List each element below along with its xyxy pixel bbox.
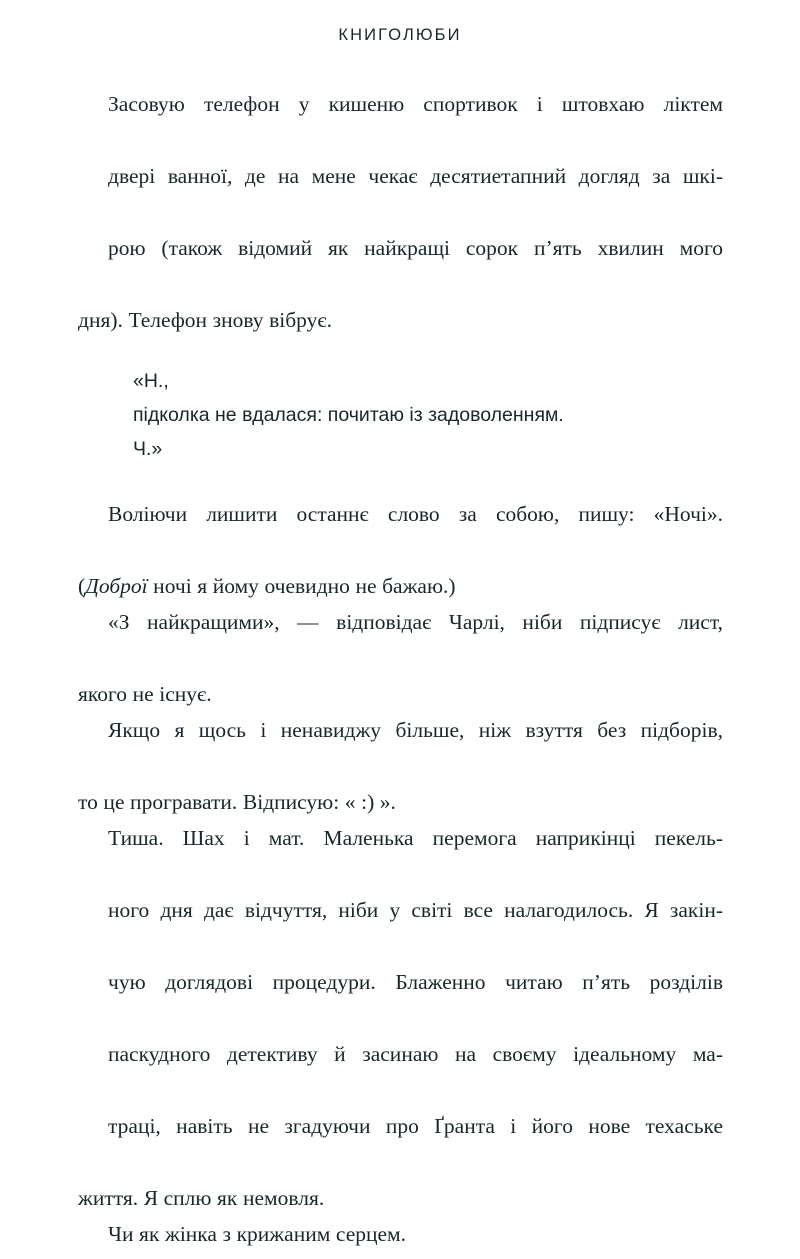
paragraph-2-line-2-rest: ночі я йому очевидно не бажаю.) bbox=[147, 574, 456, 598]
paren-open: ( bbox=[78, 574, 86, 598]
paragraph-5-line-1: Тиша. Шах і мат. Маленька перемога наприкінці пекель- bbox=[108, 826, 723, 850]
paragraph-1-line-4: дня). Телефон знову вібрує. bbox=[78, 308, 332, 332]
paragraph-3-line-2: якого не існує. bbox=[78, 682, 212, 706]
paragraph-2-line-1: Воліючи лишити останнє слово за собою, пишу: «Ночі». bbox=[108, 502, 723, 526]
paragraph-2-line-2 bbox=[78, 574, 456, 598]
paragraph-4-line-1: Якщо я щось і ненавиджу більше, ніж взуття без підборів, bbox=[108, 718, 723, 742]
paragraph-5-line-2: ного дня дає відчуття, ніби у світі все налагодилось. Я закін- bbox=[108, 898, 723, 922]
sms-line-2: підколка не вдалася: почитаю із задоволенням. bbox=[133, 404, 564, 426]
paragraph-6 bbox=[78, 1216, 723, 1252]
paragraph-1 bbox=[78, 86, 723, 338]
paragraph-1-line-2: двері ванної, де на мене чекає десятиетапний догляд за шкі- bbox=[108, 164, 723, 188]
paragraph-5-line-5: траці, навіть не згадуючи про Ґранта і його нове техаське bbox=[108, 1114, 723, 1138]
paragraph-4-line-2: то це програвати. Відписую: « :) ». bbox=[78, 790, 396, 814]
paragraph-3-line-1: «З найкращими», — відповідає Чарлі, ніби підписує лист, bbox=[108, 610, 723, 634]
spacer-after-sms bbox=[78, 466, 723, 496]
paragraph-5-line-6: життя. Я сплю як немовля. bbox=[78, 1186, 325, 1210]
spacer-before-sms bbox=[78, 338, 723, 364]
paragraph-1-line-1: Засовую телефон у кишеню спортивок і штовхаю ліктем bbox=[108, 92, 723, 116]
paragraph-2 bbox=[78, 496, 723, 604]
paragraph-1-line-3: рою (також відомий як найкращі сорок п’ять хвилин мого bbox=[108, 236, 723, 260]
paragraph-5-line-3: чую доглядові процедури. Блаженно читаю п’ять розділів bbox=[108, 970, 723, 994]
paragraph-5 bbox=[78, 820, 723, 1216]
sms-line-1: «Н., bbox=[133, 370, 169, 392]
paragraph-5-line-4: паскудного детективу й засинаю на своєму ідеальному ма- bbox=[108, 1042, 723, 1066]
running-header: КНИГОЛЮБИ bbox=[338, 26, 462, 44]
paragraph-3 bbox=[78, 604, 723, 712]
sms-line-3: Ч.» bbox=[133, 438, 163, 460]
paragraph-6-line-1: Чи як жінка з крижаним серцем. bbox=[108, 1222, 407, 1246]
italic-word-dobroyi: Доброї bbox=[85, 574, 148, 598]
text-column bbox=[78, 86, 723, 1252]
paragraph-4 bbox=[78, 712, 723, 820]
sms-quote-block bbox=[78, 364, 723, 466]
